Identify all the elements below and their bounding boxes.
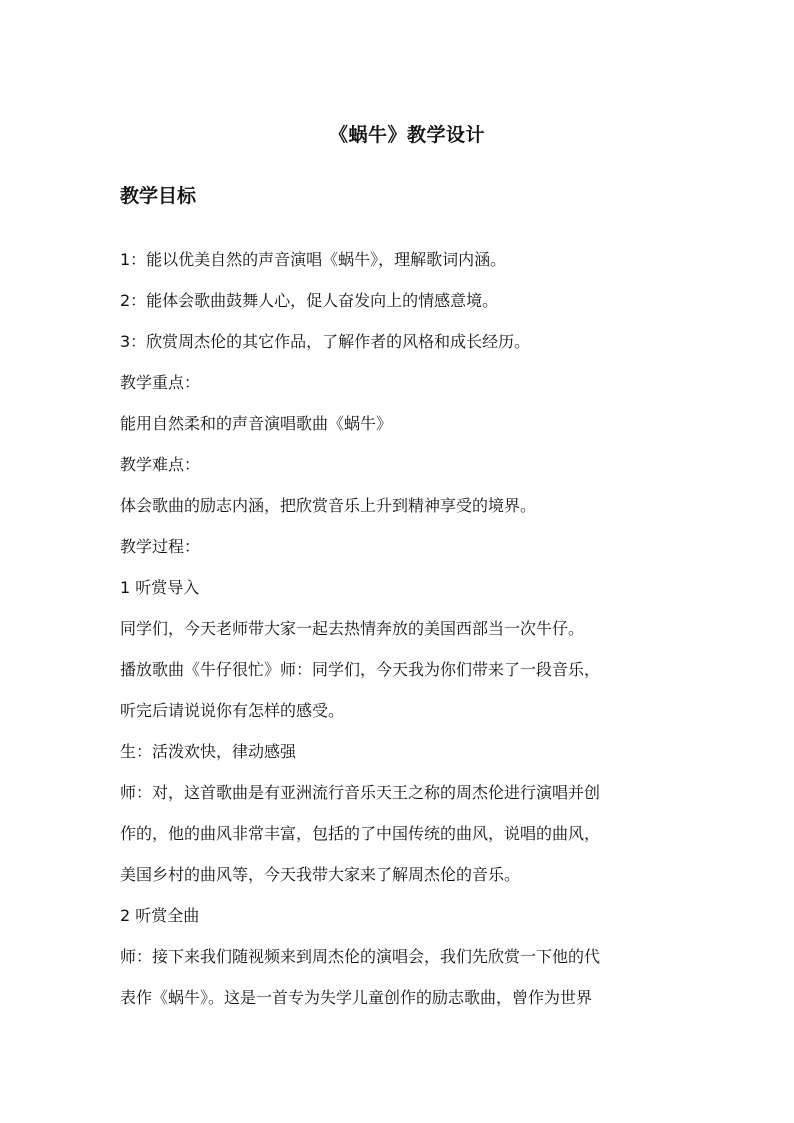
paragraph-line: 教学过程： — [120, 537, 201, 556]
paragraph-line: 生：活泼欢快，律动感强 — [120, 742, 297, 761]
paragraph-line: 教学重点： — [120, 373, 201, 392]
paragraph-line: 教学难点： — [120, 455, 201, 474]
paragraph-line: 播放歌曲《牛仔很忙》师：同学们，今天我为你们带来了一段音乐， — [120, 660, 601, 679]
paragraph-line: 师：对，这首歌曲是有亚洲流行音乐天王之称的周杰伦进行演唱并创 — [120, 783, 601, 802]
paragraph-line: 1：能以优美自然的声音演唱《蜗牛》，理解歌词内涵。 — [120, 250, 507, 269]
section-heading: 教学目标 — [120, 185, 197, 207]
paragraph-line: 听完后请说说你有怎样的感受。 — [120, 701, 345, 720]
paragraph-line: 同学们，今天老师带大家一起去热情奔放的美国西部当一次牛仔。 — [120, 619, 585, 638]
paragraph-line: 能用自然柔和的声音演唱歌曲《蜗牛》 — [120, 414, 393, 433]
paragraph-line: 体会歌曲的励志内涵，把欣赏音乐上升到精神享受的境界。 — [120, 496, 537, 515]
paragraph-line: 1 听赏导入 — [120, 578, 200, 597]
document-body — [120, 239, 685, 1018]
paragraph-line: 作的，他的曲风非常丰富，包括的了中国传统的曲风，说唱的曲风， — [120, 824, 601, 843]
paragraph-line: 2 听赏全曲 — [120, 906, 200, 925]
paragraph-line: 表作《蜗牛》。这是一首专为失学儿童创作的励志歌曲，曾作为世界 — [120, 988, 593, 1007]
paragraph-line: 3：欣赏周杰伦的其它作品，了解作者的风格和成长经历。 — [120, 332, 531, 351]
paragraph-line: 2：能体会歌曲鼓舞人心，促人奋发向上的情感意境。 — [120, 291, 499, 310]
paragraph-line: 美国乡村的曲风等，今天我带大家来了解周杰伦的音乐。 — [120, 865, 521, 884]
document-title: 《蜗牛》教学设计 — [328, 124, 485, 146]
paragraph-line: 师：接下来我们随视频来到周杰伦的演唱会，我们先欣赏一下他的代 — [120, 947, 601, 966]
